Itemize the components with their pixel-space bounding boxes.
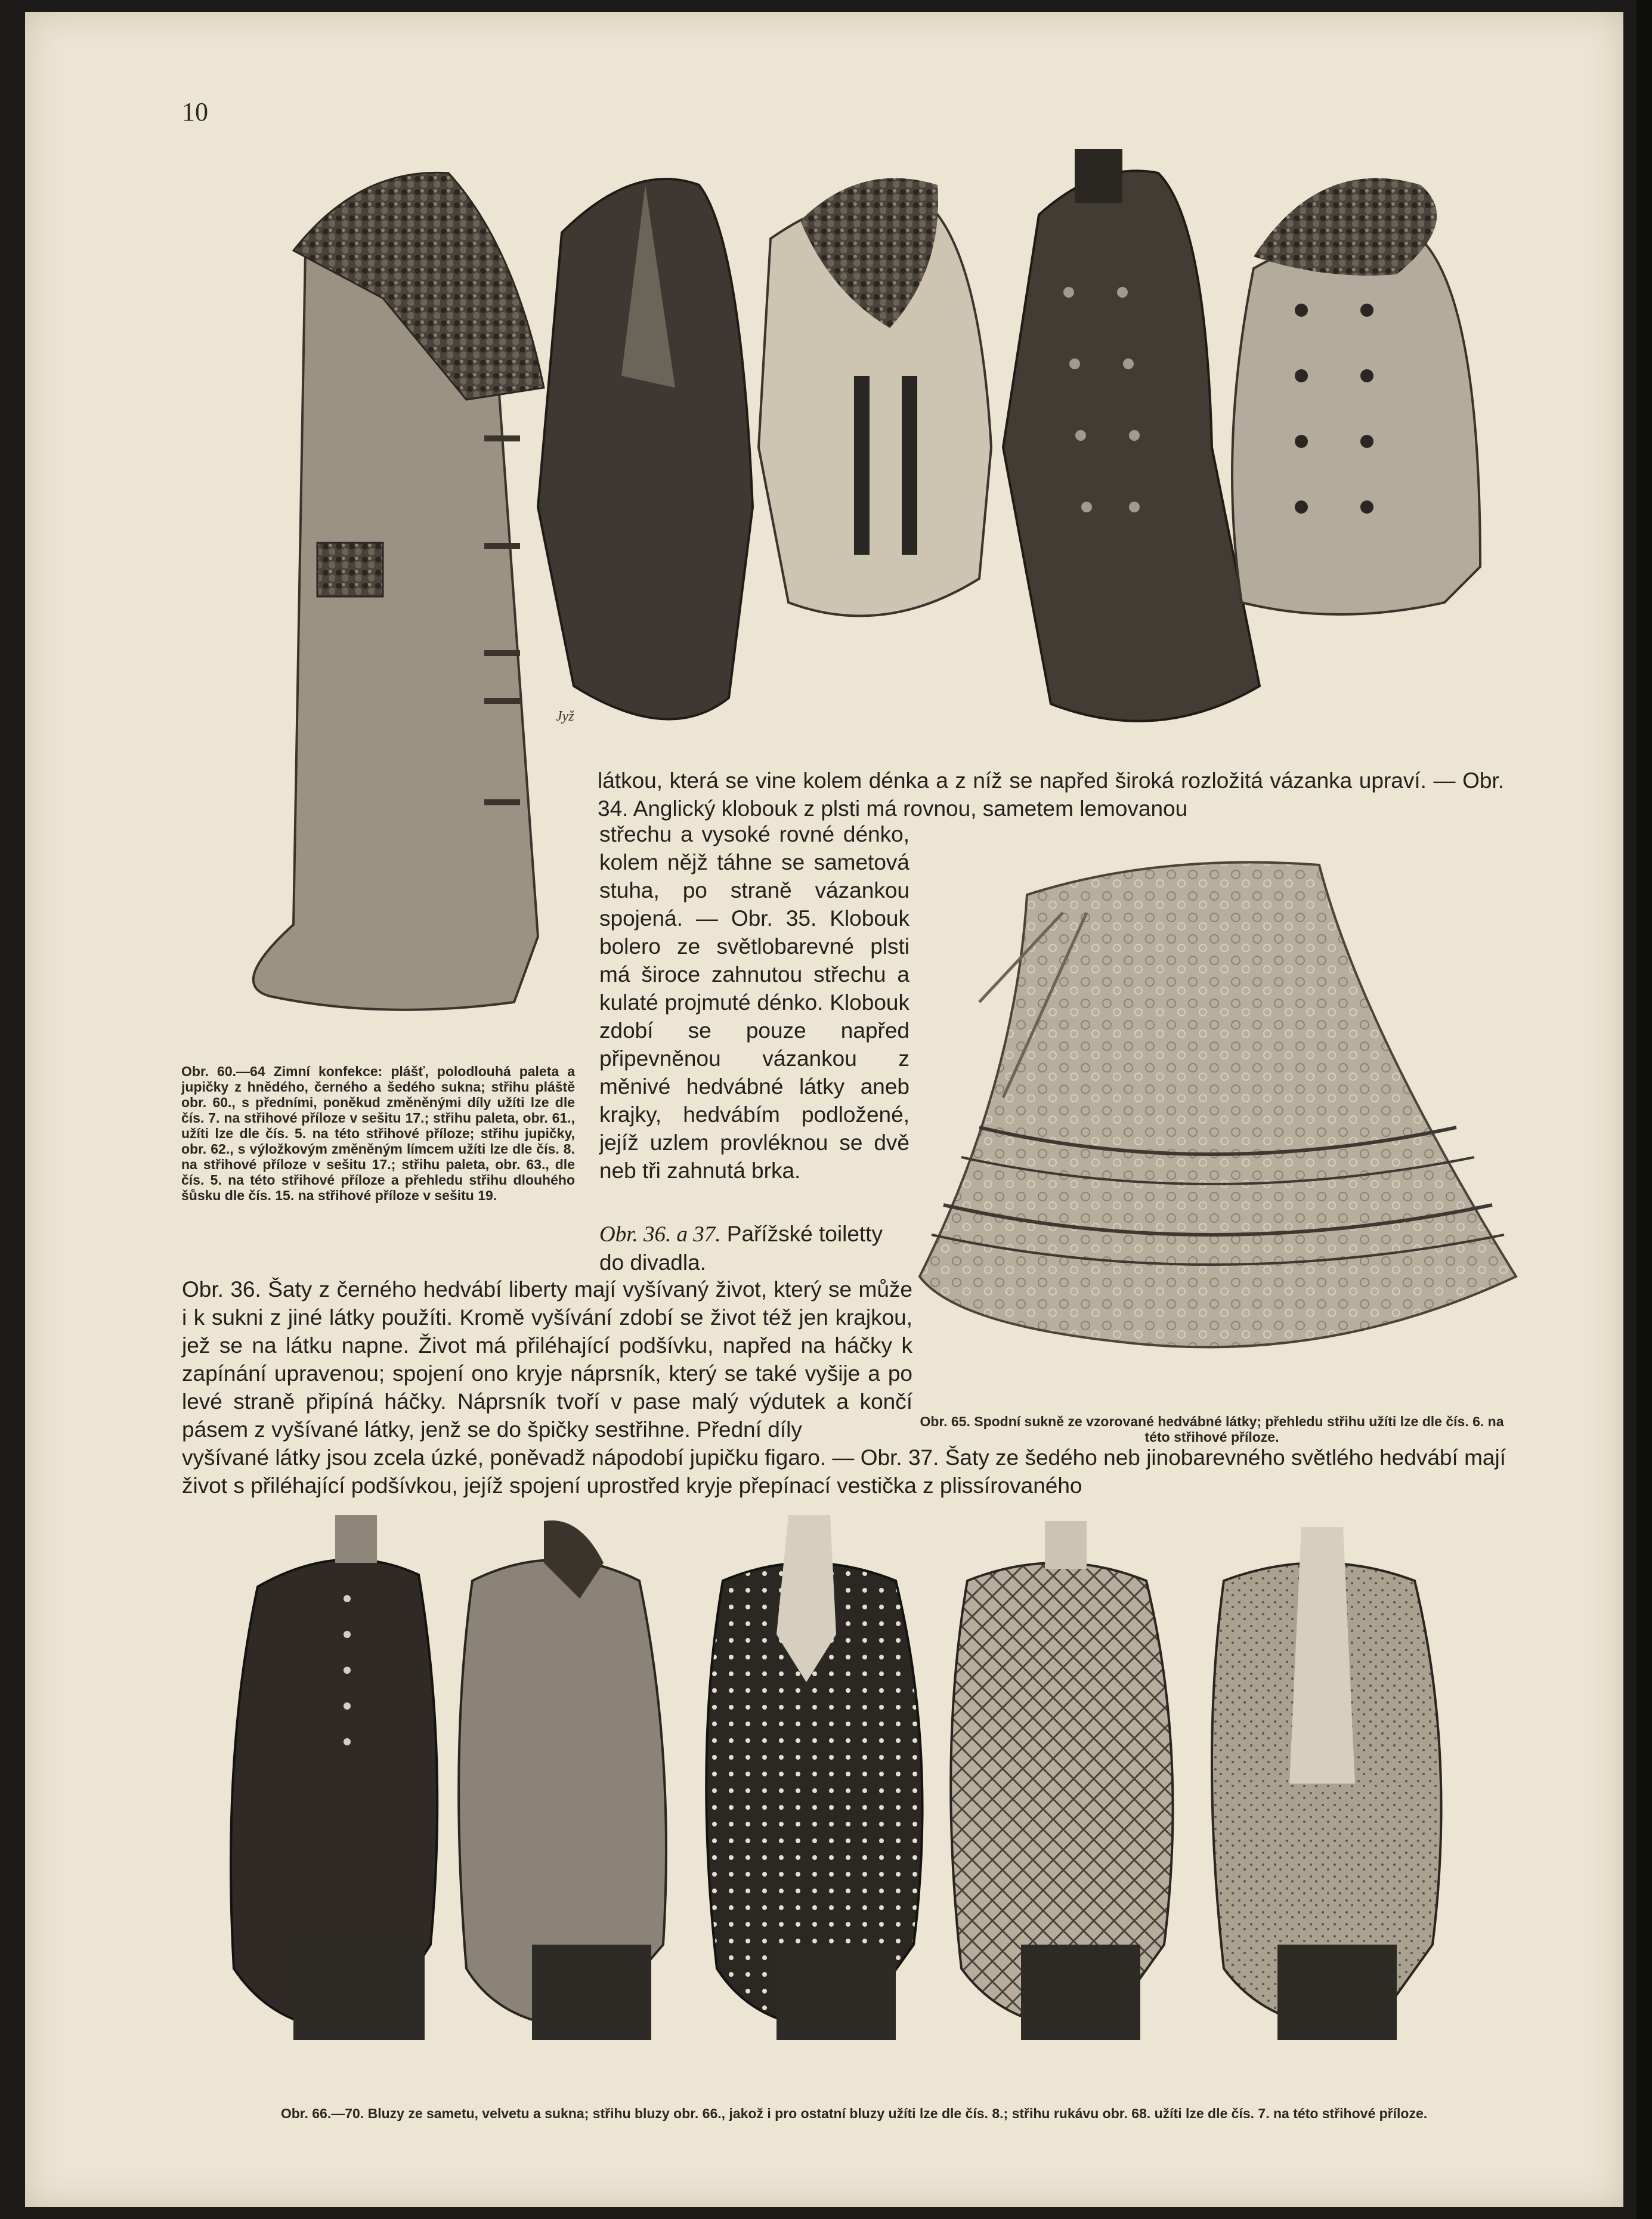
caption-fig-60-64: Obr. 60.—64 Zimní konfekce: plášť, polodlouhá paleta a jupičky z hnědého, černého a šedého sukna; střihu pláště obr. 60., s předními, poněkud změněnými díly užíti lze dle čís. 7. na střihové příloze v sešitu 17.; střihu paleta, obr. 61., užíti lze dle čís. 5. na této střihové příloze; střihu jupičky, obr. 62., s výložkovým změněným límcem užíti lze dle čís. 8. na střihové příloze v sešitu 17.; střihu paleta, obr. 63., dle čís. 5. na této střihové příloze a přehledu střihu dlouhého šůsku dle čís. 15. na střihové příloze v sešitu 19. xyxy=(181,1064,575,1203)
text-column-mid: střechu a vysoké rovné dénko, kolem nějž táhne se sametová stuha, po straně vázankou spojená. — Obr. 35. Klobouk bolero ze světlobarevné plsti má široce zahnutou střechu a kulaté projmuté dénko. Klobouk zdobí se pouze napřed připevněnou vázankou z měnivé hedvábné látky aneb krajky, hedvábím podložené, jejíž uzlem provléknou se dvě neb tři zahnutá brka. xyxy=(599,822,909,1183)
page-number: 10 xyxy=(182,97,208,126)
short-coat-figure xyxy=(1232,178,1480,614)
caption-fig-66-70: Obr. 66.—70. Bluzy ze sametu, velvetu a sukna; střihu bluzy obr. 66., jakož i pro ostatní bluzy užíti lze dle čís. 8.; střihu rukávu obr. 68. užíti lze dle čís. 7. na této střihové příloze. xyxy=(280,2106,1428,2121)
caption-fig-65: Obr. 65. Spodní sukně ze vzorované hedvábné látky; přehledu střihu užíti lze dle čís. 6. na této střihové příloze. xyxy=(920,1414,1504,1445)
button-jacket-figure xyxy=(1003,149,1260,721)
long-coat-figure xyxy=(253,172,544,1010)
artist-signature: Jyž xyxy=(556,709,574,724)
paragraph-obr-36: Obr. 36. Šaty z černého hedvábí liberty mají vyšívaný život, který se může i k sukni z jiné látky použíti. Kromě vyšívání zdobí se život též jen krajkou, jež se na látku napne. Život má přiléhající podšívku, napřed na háčky k zapínání upravenou; spojení ono kryje náprsník, který se také vyšije a po levé straně připíná háčky. Náprsník tvoří v pase malý výdutek a končí pásem z vyšívané látky, jenž se do špičky sestřihne. Přední díly xyxy=(182,1277,912,1442)
dark-jacket-figure xyxy=(538,179,753,719)
heading-text: Pařížské toiletty do divadla. xyxy=(599,1222,883,1275)
light-jacket-figure xyxy=(759,178,991,616)
heading-italic: Obr. 36. a 37. xyxy=(599,1222,721,1247)
magazine-page xyxy=(25,12,1623,2207)
paragraph-obr-37: vyšívané látky jsou zcela úzké, poněvadž nápodobí jupičku figaro. — Obr. 37. Šaty ze šedého neb jinobarevného světlého hedvábí mají život s přiléhající podšívkou, jejíž spojení uprostřed kryje přepínací vestička z plissírovaného xyxy=(182,1445,1506,1498)
section-heading-36-37 xyxy=(599,1220,909,1277)
page-edge-shadow xyxy=(1636,0,1652,2219)
blouses-illustration xyxy=(222,1515,1534,2052)
petticoat-illustration xyxy=(908,847,1522,1366)
text-line-top: látkou, která se vine kolem dénka a z níž se napřed široká rozložitá vázanka upraví. — Obr. 34. Anglický klobouk z plsti má rovnou, sametem lemovanou xyxy=(598,768,1504,821)
